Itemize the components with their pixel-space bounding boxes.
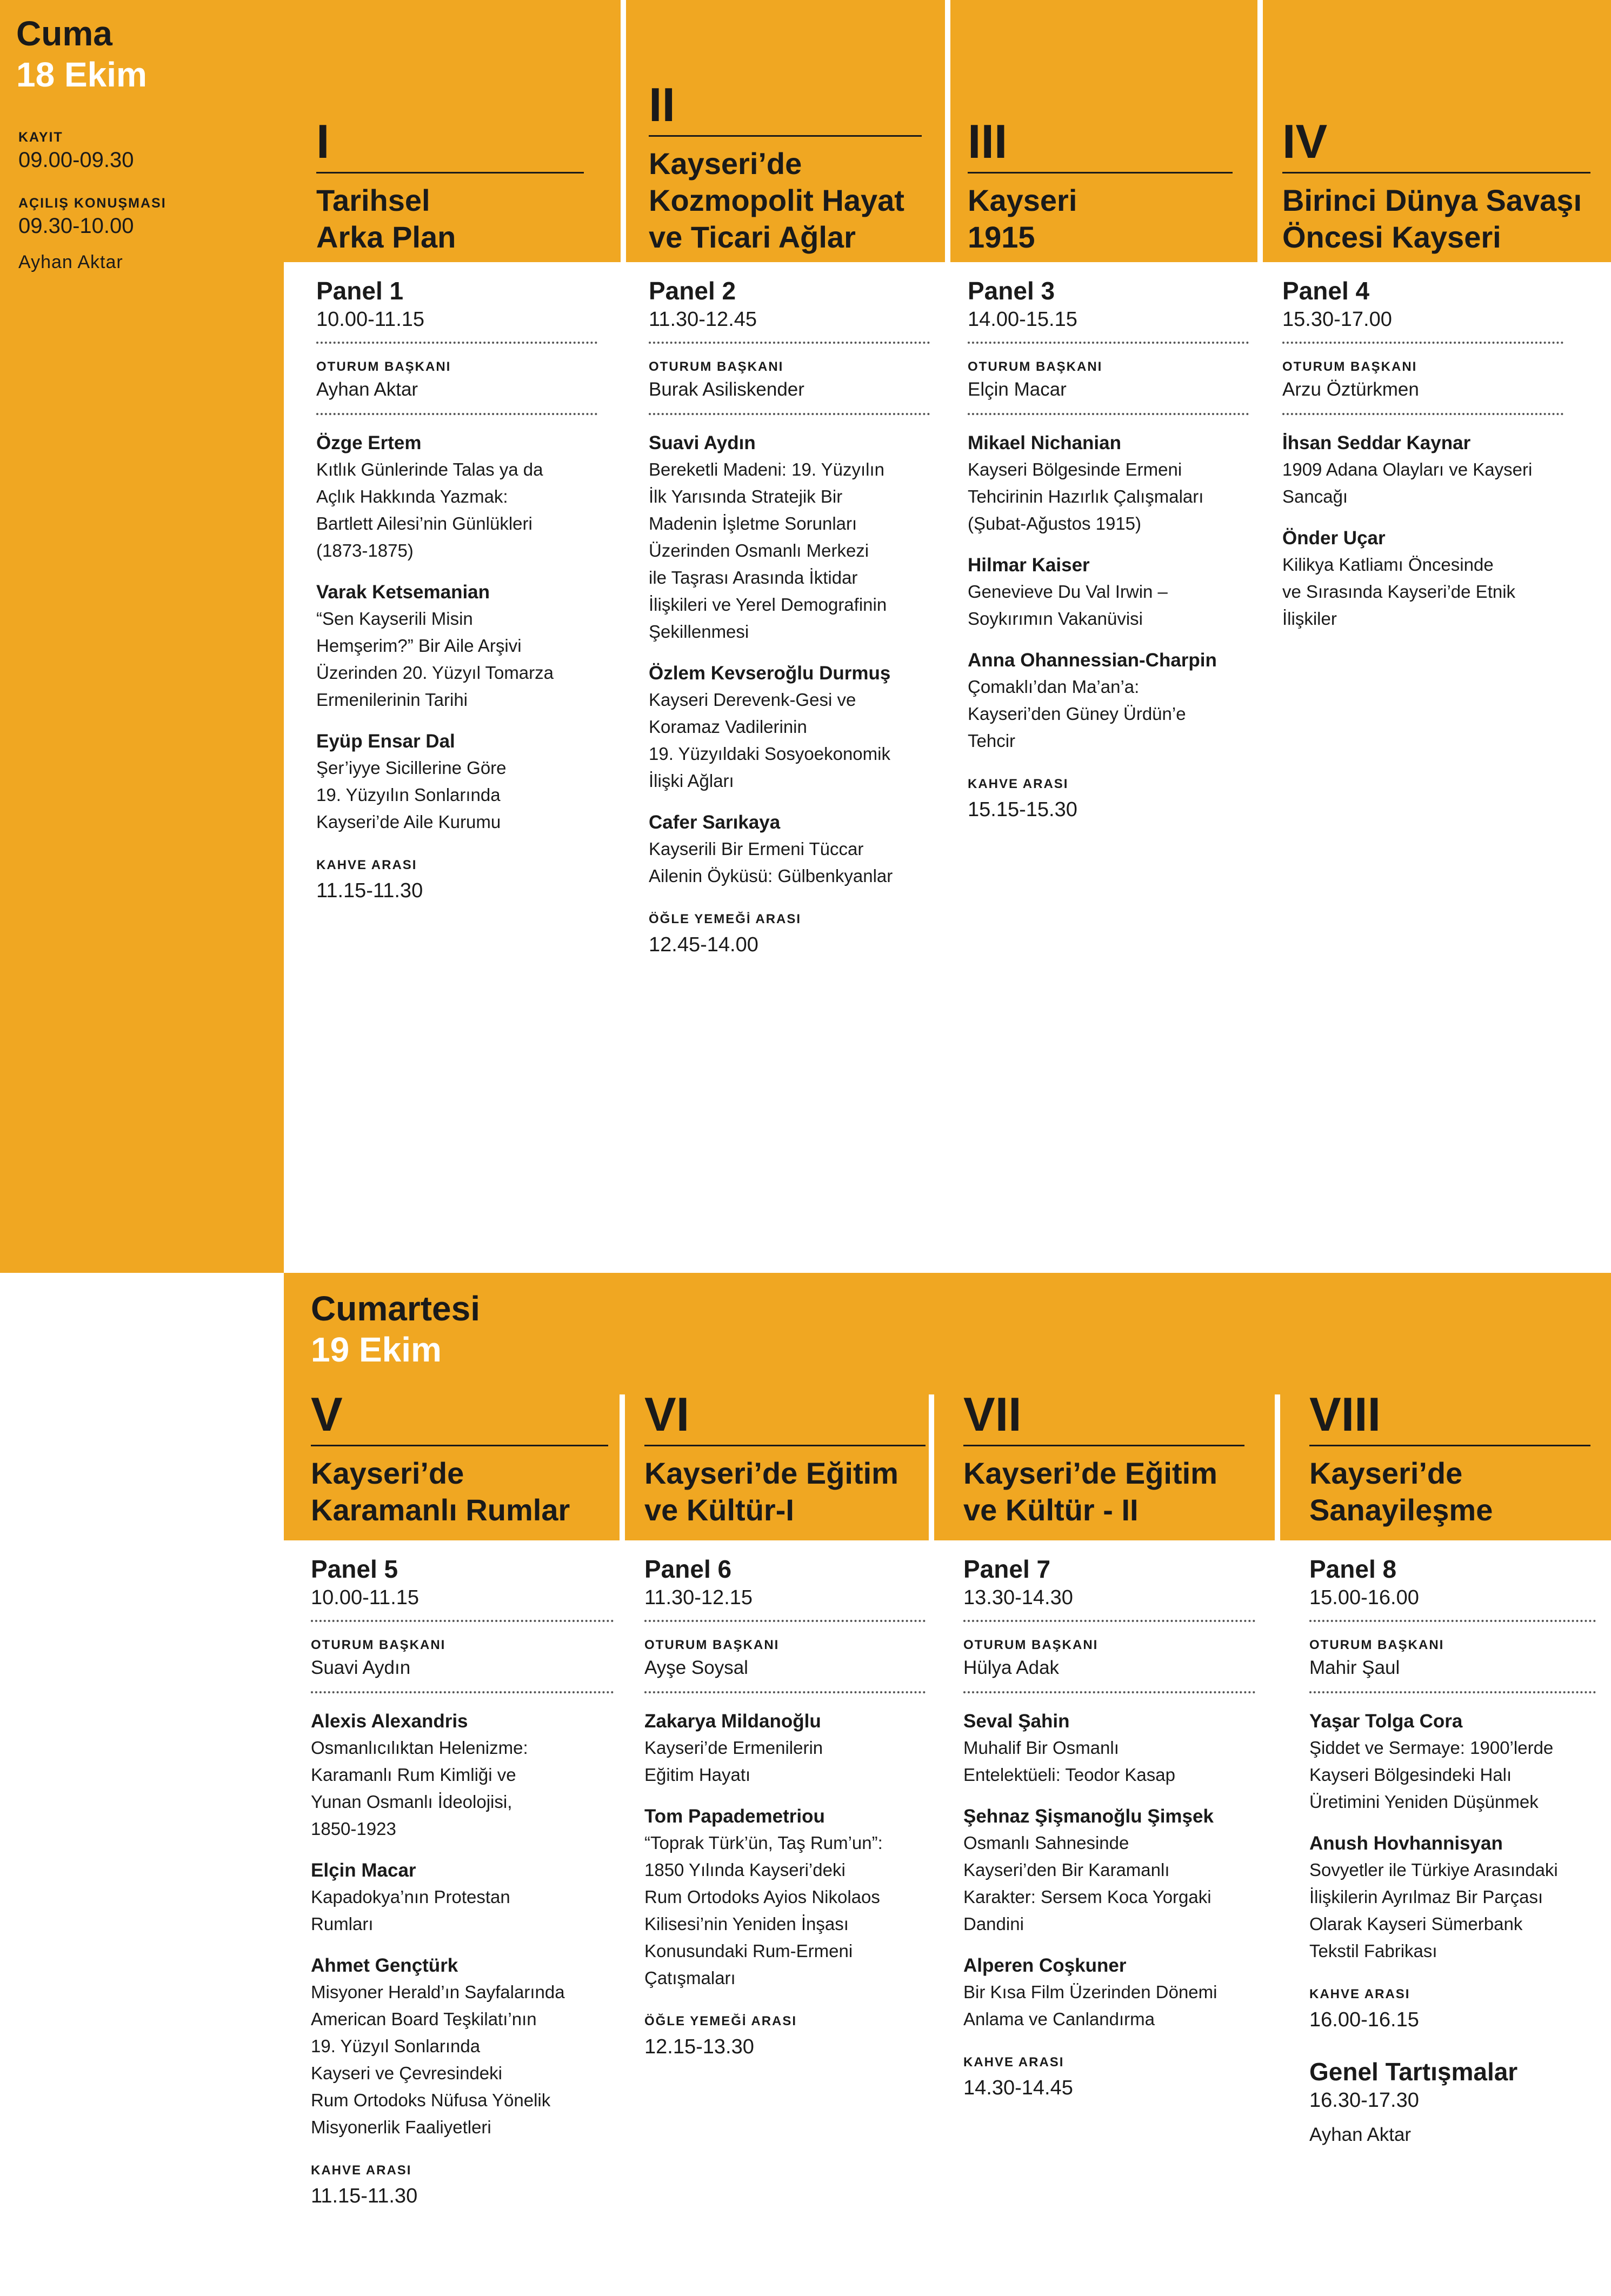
session-title: Birinci Dünya Savaşı Öncesi Kayseri [1282,183,1582,254]
talk-title: Kayseri Derevenk-Gesi ve Koramaz Vadilerinin 19. Yüzyıldaki Sosyoekonomik İlişki Ağları [649,690,890,791]
general-discussion-title: Genel Tartışmalar [1309,2058,1518,2086]
divider [1275,1394,1280,1543]
talk-title: Genevieve Du Val Irwin – Soykırımın Vakanüvisi [968,582,1168,629]
day1-weekday: Cuma [16,14,112,53]
session-title: Kayseri’de Kozmopolit Hayat ve Ticari Ağlar [649,146,904,254]
speaker [968,552,1249,632]
speaker [1282,525,1563,632]
opening-label: AÇILIŞ KONUŞMASI [18,196,167,211]
panel-2 [649,276,930,958]
speaker [311,1858,614,1938]
panel-time: 11.30-12.45 [649,306,930,344]
chair-label: OTURUM BAŞKANI [649,359,784,374]
speaker-name: Özge Ertem [316,432,422,453]
break-label: ÖĞLE YEMEĞİ ARASI [644,2014,797,2028]
speaker-name: Seval Şahin [963,1711,1070,1732]
session-title: Kayseri’de Eğitim ve Kültür - II [963,1456,1217,1527]
talk-title: Kayseri’de Ermenilerin Eğitim Hayatı [644,1738,823,1785]
talk-title: Kayseri Bölgesinde Ermeni Tehcirinin Hazırlık Çalışmaları (Şubat-Ağustos 1915) [968,459,1204,533]
session-number: V [311,1386,608,1446]
session-VIII [1309,1386,1590,1529]
registration-time: 09.00-09.30 [18,148,134,172]
panel-7 [963,1554,1255,2101]
divider [1257,0,1263,265]
day1-date: 18 Ekim [16,55,147,94]
speaker-name: Suavi Aydın [649,432,756,453]
talk-title: Kayserili Bir Ermeni Tüccar Ailenin Öyküsü: Gülbenkyanlar [649,839,893,886]
speaker-name: Özlem Kevseroğlu Durmuş [649,663,891,684]
session-title: Kayseri’de Karamanlı Rumlar [311,1456,570,1527]
break-label: KAHVE ARASI [968,777,1069,791]
session-title: Tarihsel Arka Plan [316,183,456,254]
opening-time: 09.30-10.00 [18,214,134,238]
day2-weekday: Cumartesi [311,1289,480,1328]
speaker [1282,430,1563,510]
break-time: 14.30-14.45 [963,2077,1073,2099]
panel-name: Panel 7 [963,1555,1051,1583]
talk-title: Kıtlık Günlerinde Talas ya da Açlık Hakkında Yazmak: Bartlett Ailesi’nin Günlükleri (1873-1875) [316,459,543,560]
talk-title: Muhalif Bir Osmanlı Entelektüeli: Teodor Kasap [963,1738,1175,1785]
speaker-name: Zakarya Mildanoğlu [644,1711,821,1732]
panel-name: Panel 8 [1309,1555,1397,1583]
speaker [1309,1708,1596,1816]
session-title: Kayseri 1915 [968,183,1077,254]
panel-time: 15.00-16.00 [1309,1584,1596,1622]
opening-speaker: Ayhan Aktar [18,252,123,272]
panel-time: 14.00-15.15 [968,306,1249,344]
speaker [649,660,930,795]
speaker [963,1804,1255,1938]
session-number: I [316,114,584,173]
chair-name: Hülya Adak [963,1656,1255,1693]
registration-label: KAYIT [18,130,63,145]
break-time: 12.45-14.00 [649,933,758,956]
speaker-name: Mikael Nichanian [968,432,1121,453]
chair-label: OTURUM BAŞKANI [968,359,1103,374]
speaker [649,810,930,890]
session-number: IV [1282,114,1590,173]
speaker-name: Alexis Alexandris [311,1711,468,1732]
speaker-name: Varak Ketsemanian [316,582,490,603]
chair-name: Suavi Aydın [311,1656,614,1693]
divider [620,1394,625,1543]
panel-name: Panel 6 [644,1555,732,1583]
session-title: Kayseri’de Sanayileşme [1309,1456,1493,1527]
talk-title: Kilikya Katliamı Öncesinde ve Sırasında Kayseri’de Etnik İlişkiler [1282,555,1516,629]
speaker-name: Hilmar Kaiser [968,555,1090,576]
speaker [649,430,930,645]
break-label: KAHVE ARASI [311,2163,412,2178]
speaker [311,1953,614,2141]
session-number: VI [644,1386,926,1446]
speaker-name: Eyüp Ensar Dal [316,731,455,752]
chair-name: Mahir Şaul [1309,1656,1596,1693]
day1-opening-info [18,129,272,275]
session-VI [644,1386,926,1529]
session-title: Kayseri’de Eğitim ve Kültür-I [644,1456,898,1527]
panel-name: Panel 5 [311,1555,398,1583]
speaker-name: Anna Ohannessian-Charpin [968,650,1217,671]
panel-name: Panel 3 [968,277,1055,305]
session-number: VII [963,1386,1244,1446]
talk-title: Osmanlı Sahnesinde Kayseri’den Bir Karamanlı Karakter: Sersem Koca Yorgaki Dandini [963,1833,1211,1934]
speaker-name: Alperen Coşkuner [963,1955,1127,1976]
chair-name: Ayşe Soysal [644,1656,926,1693]
divider [284,262,290,266]
chair-label: OTURUM BAŞKANI [963,1638,1099,1652]
break-time: 15.15-15.30 [968,798,1077,821]
chair-name: Burak Asiliskender [649,377,930,415]
speaker-name: Cafer Sarıkaya [649,812,781,833]
panel-8 [1309,1554,1596,2148]
day2-title [311,1288,480,1370]
speaker-name: İhsan Seddar Kaynar [1282,432,1471,453]
break-label: KAHVE ARASI [316,858,417,872]
talk-title: 1909 Adana Olayları ve Kayseri Sancağı [1282,459,1533,506]
speaker [968,648,1249,755]
panel-name: Panel 2 [649,277,736,305]
speaker [1309,1831,1596,1965]
break-time: 11.15-11.30 [316,879,423,902]
panel-time: 10.00-11.15 [316,306,597,344]
panel-name: Panel 1 [316,277,404,305]
panel-4 [1282,276,1563,632]
chair-label: OTURUM BAŞKANI [311,1638,446,1652]
speaker-name: Ahmet Gençtürk [311,1955,458,1976]
day1-title [16,13,147,95]
general-discussion-moderator: Ayhan Aktar [1309,2124,1412,2145]
speaker [963,1953,1255,2033]
session-VII [963,1386,1244,1529]
talk-title: “Sen Kayserili Misin Hemşerim?” Bir Aile Arşivi Üzerinden 20. Yüzyıl Tomarza Ermenilerinin Tarihi [316,609,554,710]
speaker [963,1708,1255,1788]
session-number: II [649,77,922,137]
divider [621,0,626,265]
chair-name: Elçin Macar [968,377,1249,415]
day2-date: 19 Ekim [311,1330,442,1369]
panel-time: 15.30-17.00 [1282,306,1563,344]
speaker [311,1708,614,1843]
session-V [311,1386,608,1529]
panel-6 [644,1554,926,2060]
talk-title: Misyoner Herald’ın Sayfalarında American Board Teşkilatı’nın 19. Yüzyıl Sonlarında Kayseri ve Çevresindeki Rum Ortodoks Nüfusa Yönelik Misyonerlik Faaliyetleri [311,1982,565,2137]
panel-3 [968,276,1249,823]
chair-label: OTURUM BAŞKANI [1282,359,1417,374]
panel-name: Panel 4 [1282,277,1370,305]
speaker [316,729,597,836]
chair-label: OTURUM BAŞKANI [316,359,451,374]
chair-name: Arzu Öztürkmen [1282,377,1563,415]
speaker [968,430,1249,537]
session-number: III [968,114,1233,173]
speaker [644,1804,926,1992]
general-discussion-time: 16.30-17.30 [1309,2089,1419,2112]
talk-title: Şiddet ve Sermaye: 1900’lerde Kayseri Bölgesindeki Halı Üretimini Yeniden Düşünmek [1309,1738,1554,1812]
talk-title: Sovyetler ile Türkiye Arasındaki İlişkilerin Ayrılmaz Bir Parçası Olarak Kayseri Sümerbank Tekstil Fabrikası [1309,1860,1558,1961]
break-label: ÖĞLE YEMEĞİ ARASI [649,912,802,926]
panel-5 [311,1554,614,2209]
speaker-name: Yaşar Tolga Cora [1309,1711,1463,1732]
speaker-name: Elçin Macar [311,1860,416,1881]
talk-title: Şer’iyye Sicillerine Göre 19. Yüzyılın Sonlarında Kayseri’de Aile Kurumu [316,758,507,832]
talk-title: “Toprak Türk’ün, Taş Rum’un”: 1850 Yılında Kayseri’deki Rum Ortodoks Ayios Nikolaos Kilisesi’nin Yeniden İnşası Konusundaki Rum-Ermeni Çatışmaları [644,1833,883,1988]
break-time: 11.15-11.30 [311,2185,418,2207]
session-IV [1282,114,1590,256]
speaker-name: Anush Hovhannisyan [1309,1833,1503,1854]
talk-title: Osmanlıcılıktan Helenizme: Karamanlı Rum Kimliği ve Yunan Osmanlı İdeolojisi, 1850-1923 [311,1738,528,1839]
break-label: KAHVE ARASI [963,2055,1064,2070]
speaker [316,579,597,713]
chair-name: Ayhan Aktar [316,377,597,415]
panel-time: 11.30-12.15 [644,1584,926,1622]
talk-title: Bir Kısa Film Üzerinden Dönemi Anlama ve Canlandırma [963,1982,1217,2029]
talk-title: Bereketli Madeni: 19. Yüzyılın İlk Yarısında Stratejik Bir Madenin İşletme Sorunları Üzerinden Osmanlı Merkezi ile Taşrası Arasında İktidar İlişkileri ve Yerel Demografinin Şekillenmesi [649,459,887,642]
session-II [649,77,922,256]
panel-time: 10.00-11.15 [311,1584,614,1622]
talk-title: Kapadokya’nın Protestan Rumları [311,1887,510,1934]
speaker [644,1708,926,1788]
break-time: 16.00-16.15 [1309,2008,1419,2031]
speaker-name: Şehnaz Şişmanoğlu Şimşek [963,1806,1214,1827]
talk-title: Çomaklı’dan Ma’an’a: Kayseri’den Güney Ürdün’e Tehcir [968,677,1186,751]
divider [945,0,950,265]
chair-label: OTURUM BAŞKANI [1309,1638,1444,1652]
break-time: 12.15-13.30 [644,2035,754,2058]
session-III [968,114,1233,256]
speaker-name: Önder Uçar [1282,528,1386,549]
break-label: KAHVE ARASI [1309,1987,1410,2001]
panel-1 [316,276,597,904]
speaker [316,430,597,564]
speaker-name: Tom Papademetriou [644,1806,825,1827]
divider [929,1394,934,1543]
chair-label: OTURUM BAŞKANI [644,1638,780,1652]
session-I [316,114,584,256]
session-number: VIII [1309,1386,1590,1446]
panel-time: 13.30-14.30 [963,1584,1255,1622]
